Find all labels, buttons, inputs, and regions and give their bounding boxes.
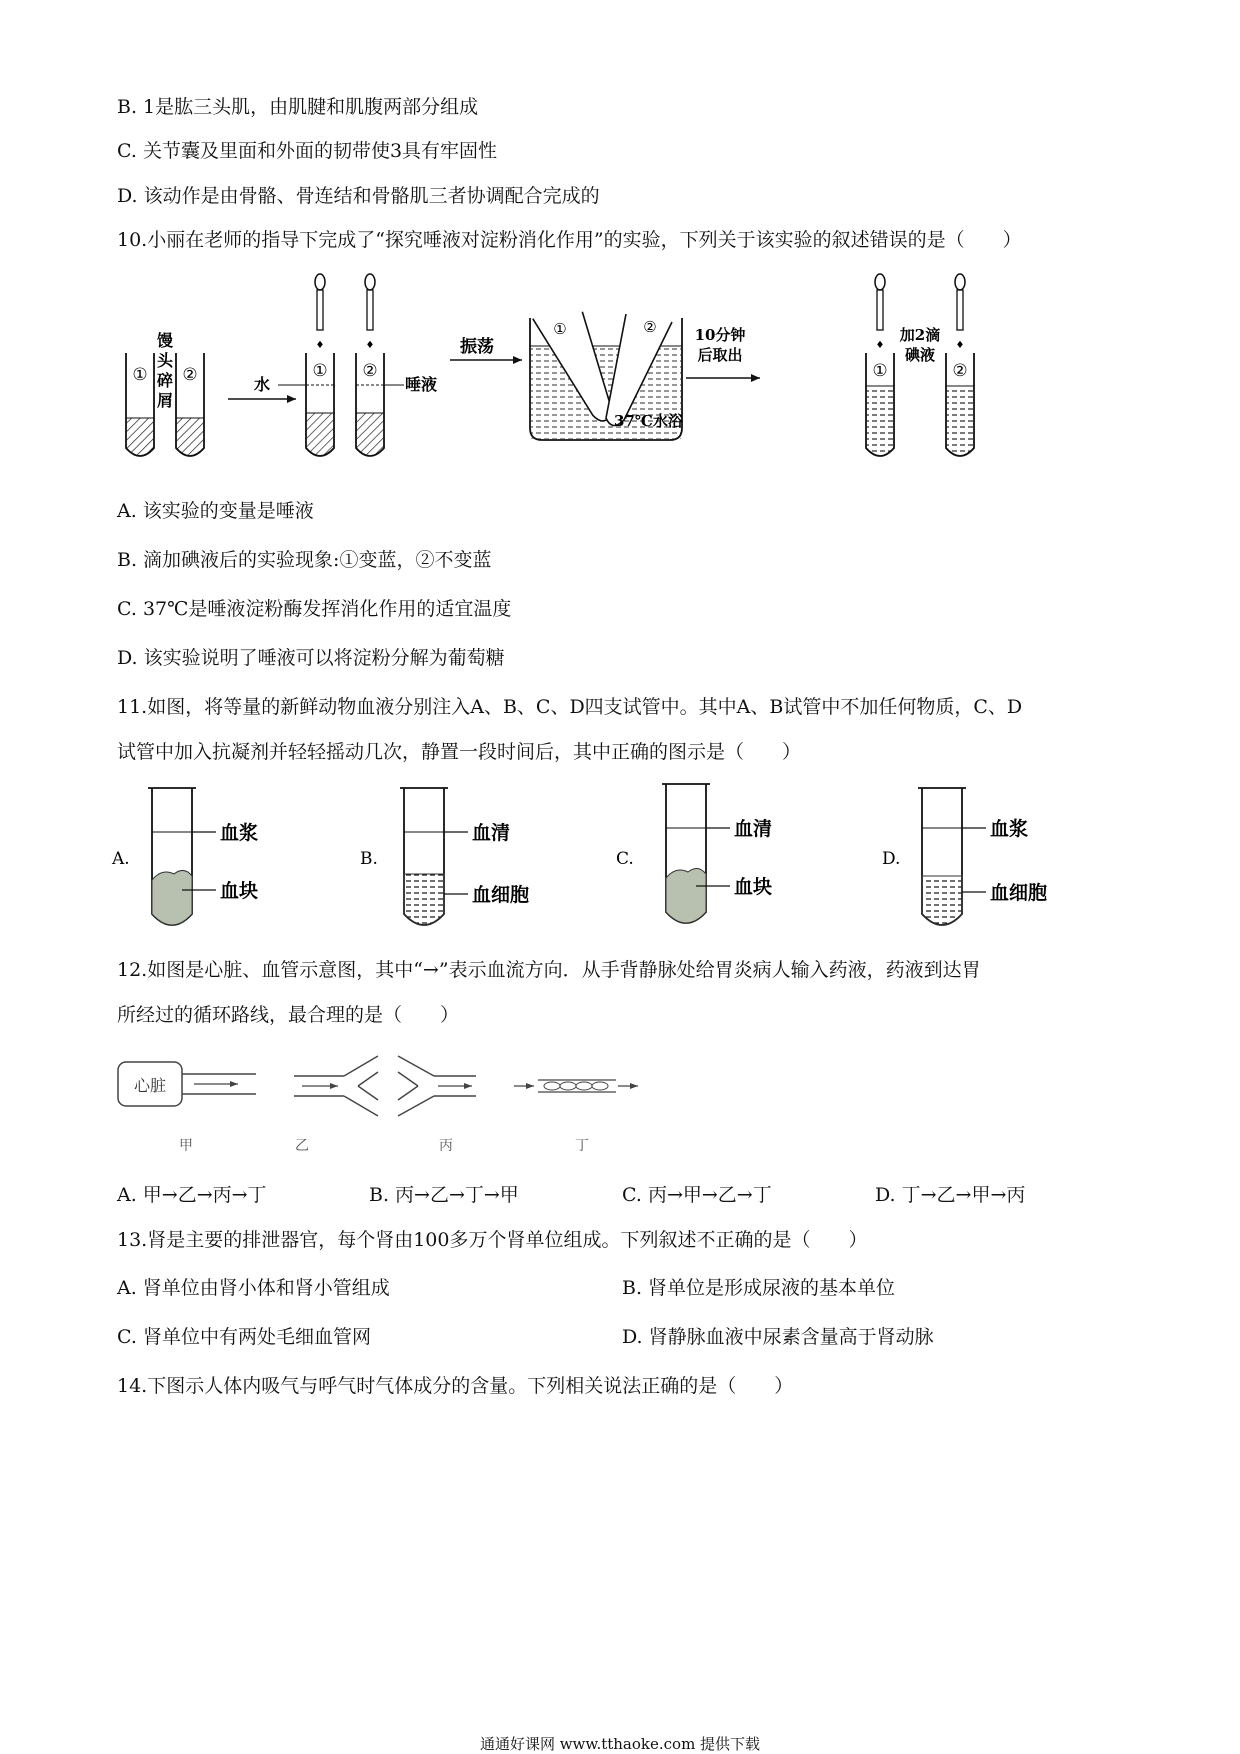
- step1-tubes: [126, 331, 204, 456]
- bath-tube2-label: ②: [643, 318, 657, 336]
- tube-c-bottom-label: 血块: [734, 876, 773, 898]
- q12-option-c: C. 丙→甲→乙→丁: [622, 1184, 772, 1206]
- tube2-label: ②: [182, 365, 198, 385]
- step2-tube2-label: ②: [362, 361, 378, 381]
- tube-c-letter: C.: [616, 849, 634, 869]
- tube-b: [360, 788, 529, 925]
- tube-c-top-label: 血清: [734, 818, 773, 840]
- step4-final-tubes: [866, 274, 974, 456]
- svg-text:♦: ♦: [365, 340, 375, 351]
- merging-vessel: [398, 1056, 476, 1152]
- step2-tube1-label: ①: [312, 361, 328, 381]
- bread-label-3: 碎: [156, 371, 174, 390]
- q12-option-d: D. 丁→乙→甲→丙: [875, 1184, 1026, 1206]
- svg-text:♦: ♦: [315, 340, 325, 351]
- time-label-1: 10分钟: [694, 326, 746, 344]
- q10-stem: 10.小丽在老师的指导下完成了“探究唾液对淀粉消化作用”的实验，下列关于该实验的叙述错误的是（ ）: [117, 229, 1022, 251]
- q10-option-a: A. 该实验的变量是唾液: [117, 500, 314, 522]
- q11-stem-line2: 试管中加入抗凝剂并轻轻摇动几次，静置一段时间后，其中正确的图示是（ ）: [117, 741, 802, 763]
- shake-label: 振荡: [460, 337, 494, 357]
- q9-option-c: C. 关节囊及里面和外面的韧带使3具有牢固性: [117, 140, 498, 162]
- q11-blood-tubes-figure: [110, 782, 1070, 942]
- label-bing: 丙: [439, 1138, 453, 1152]
- q12-vessel-figure: [116, 1052, 736, 1152]
- tube-d-bottom-label: 血细胞: [990, 882, 1048, 904]
- branching-vessel: [294, 1056, 378, 1152]
- q12-option-b: B. 丙→乙→丁→甲: [369, 1184, 519, 1206]
- q13-option-c: C. 肾单位中有两处毛细血管网: [117, 1326, 371, 1348]
- q13-option-d: D. 肾静脉血液中尿素含量高于肾动脉: [622, 1326, 934, 1348]
- tube-d-letter: D.: [882, 849, 901, 869]
- svg-text:♦: ♦: [955, 340, 965, 351]
- q12-stem-line1: 12.如图是心脏、血管示意图，其中“→”表示血流方向．从手背静脉处给胃炎病人输入药液，药液到达胃: [117, 959, 981, 981]
- label-ding: 丁: [575, 1138, 589, 1152]
- label-jia: 甲: [179, 1138, 193, 1152]
- step2-tubes: [254, 274, 437, 456]
- page-footer: 通通好课网 www.tthaoke.com 提供下载: [479, 1735, 761, 1753]
- label-yi: 乙: [295, 1138, 309, 1152]
- q11-stem-line1: 11.如图，将等量的新鲜动物血液分别注入A、B、C、D四支试管中。其中A、B试管中不加任何物质，C、D: [117, 696, 1023, 718]
- tube-b-top-label: 血清: [472, 822, 511, 844]
- time-label-2: 后取出: [697, 346, 743, 364]
- tube1-label: ①: [132, 365, 148, 385]
- bread-label-4: 屑: [156, 391, 174, 410]
- q12-stem-line2: 所经过的循环路线，最合理的是（ ）: [117, 1004, 460, 1026]
- final-tube2-label: ②: [952, 361, 968, 381]
- tube-a: [111, 788, 258, 925]
- tube-d: [882, 788, 1047, 925]
- q9-option-d: D. 该动作是由骨骼、骨连结和骨骼肌三者协调配合完成的: [117, 185, 600, 207]
- heart-and-artery: [118, 1062, 256, 1152]
- q12-option-a: A. 甲→乙→丙→丁: [117, 1184, 267, 1206]
- step3-water-bath: [530, 310, 684, 440]
- q10-option-d: D. 该实验说明了唾液可以将淀粉分解为葡萄糖: [117, 647, 505, 669]
- tube-b-letter: B.: [360, 849, 378, 869]
- bath-label: 37℃水浴: [614, 412, 683, 430]
- tube-a-bottom-label: 血块: [220, 880, 259, 902]
- q13-option-b: B. 肾单位是形成尿液的基本单位: [622, 1277, 896, 1299]
- bath-tube1-label: ①: [553, 320, 567, 338]
- iodine-label-2: 碘液: [904, 346, 936, 364]
- q13-option-a: A. 肾单位由肾小体和肾小管组成: [117, 1277, 390, 1299]
- tube-a-top-label: 血浆: [220, 822, 259, 844]
- heart-label: 心脏: [133, 1076, 167, 1095]
- tube-c: [616, 784, 772, 923]
- q10-option-c: C. 37℃是唾液淀粉酶发挥消化作用的适宜温度: [117, 598, 512, 620]
- q13-stem: 13.肾是主要的排泄器官，每个肾由100多万个肾单位组成。下列叙述不正确的是（ ）: [117, 1229, 868, 1251]
- final-tube1-label: ①: [872, 361, 888, 381]
- q14-stem: 14.下图示人体内吸气与呼气时气体成分的含量。下列相关说法正确的是（ ）: [117, 1375, 794, 1397]
- iodine-label-1: 加2滴: [899, 326, 941, 344]
- tube-b-bottom-label: 血细胞: [472, 884, 530, 906]
- q9-option-b: B. 1是肱三头肌，由肌腱和肌腹两部分组成: [117, 96, 479, 118]
- q10-experiment-figure: [120, 268, 1060, 473]
- q10-option-b: B. 滴加碘液后的实验现象:①变蓝，②不变蓝: [117, 549, 492, 571]
- tube-a-letter: A.: [112, 849, 130, 869]
- tube-d-top-label: 血浆: [990, 818, 1029, 840]
- water-label: 水: [253, 375, 271, 394]
- bread-label-2: 头: [156, 351, 174, 370]
- bread-label-1: 馒: [156, 331, 174, 350]
- step4-tubes: [666, 268, 674, 353]
- svg-text:♦: ♦: [875, 340, 885, 351]
- saliva-label: 唾液: [405, 375, 438, 394]
- capillary-vessel: [514, 1080, 638, 1152]
